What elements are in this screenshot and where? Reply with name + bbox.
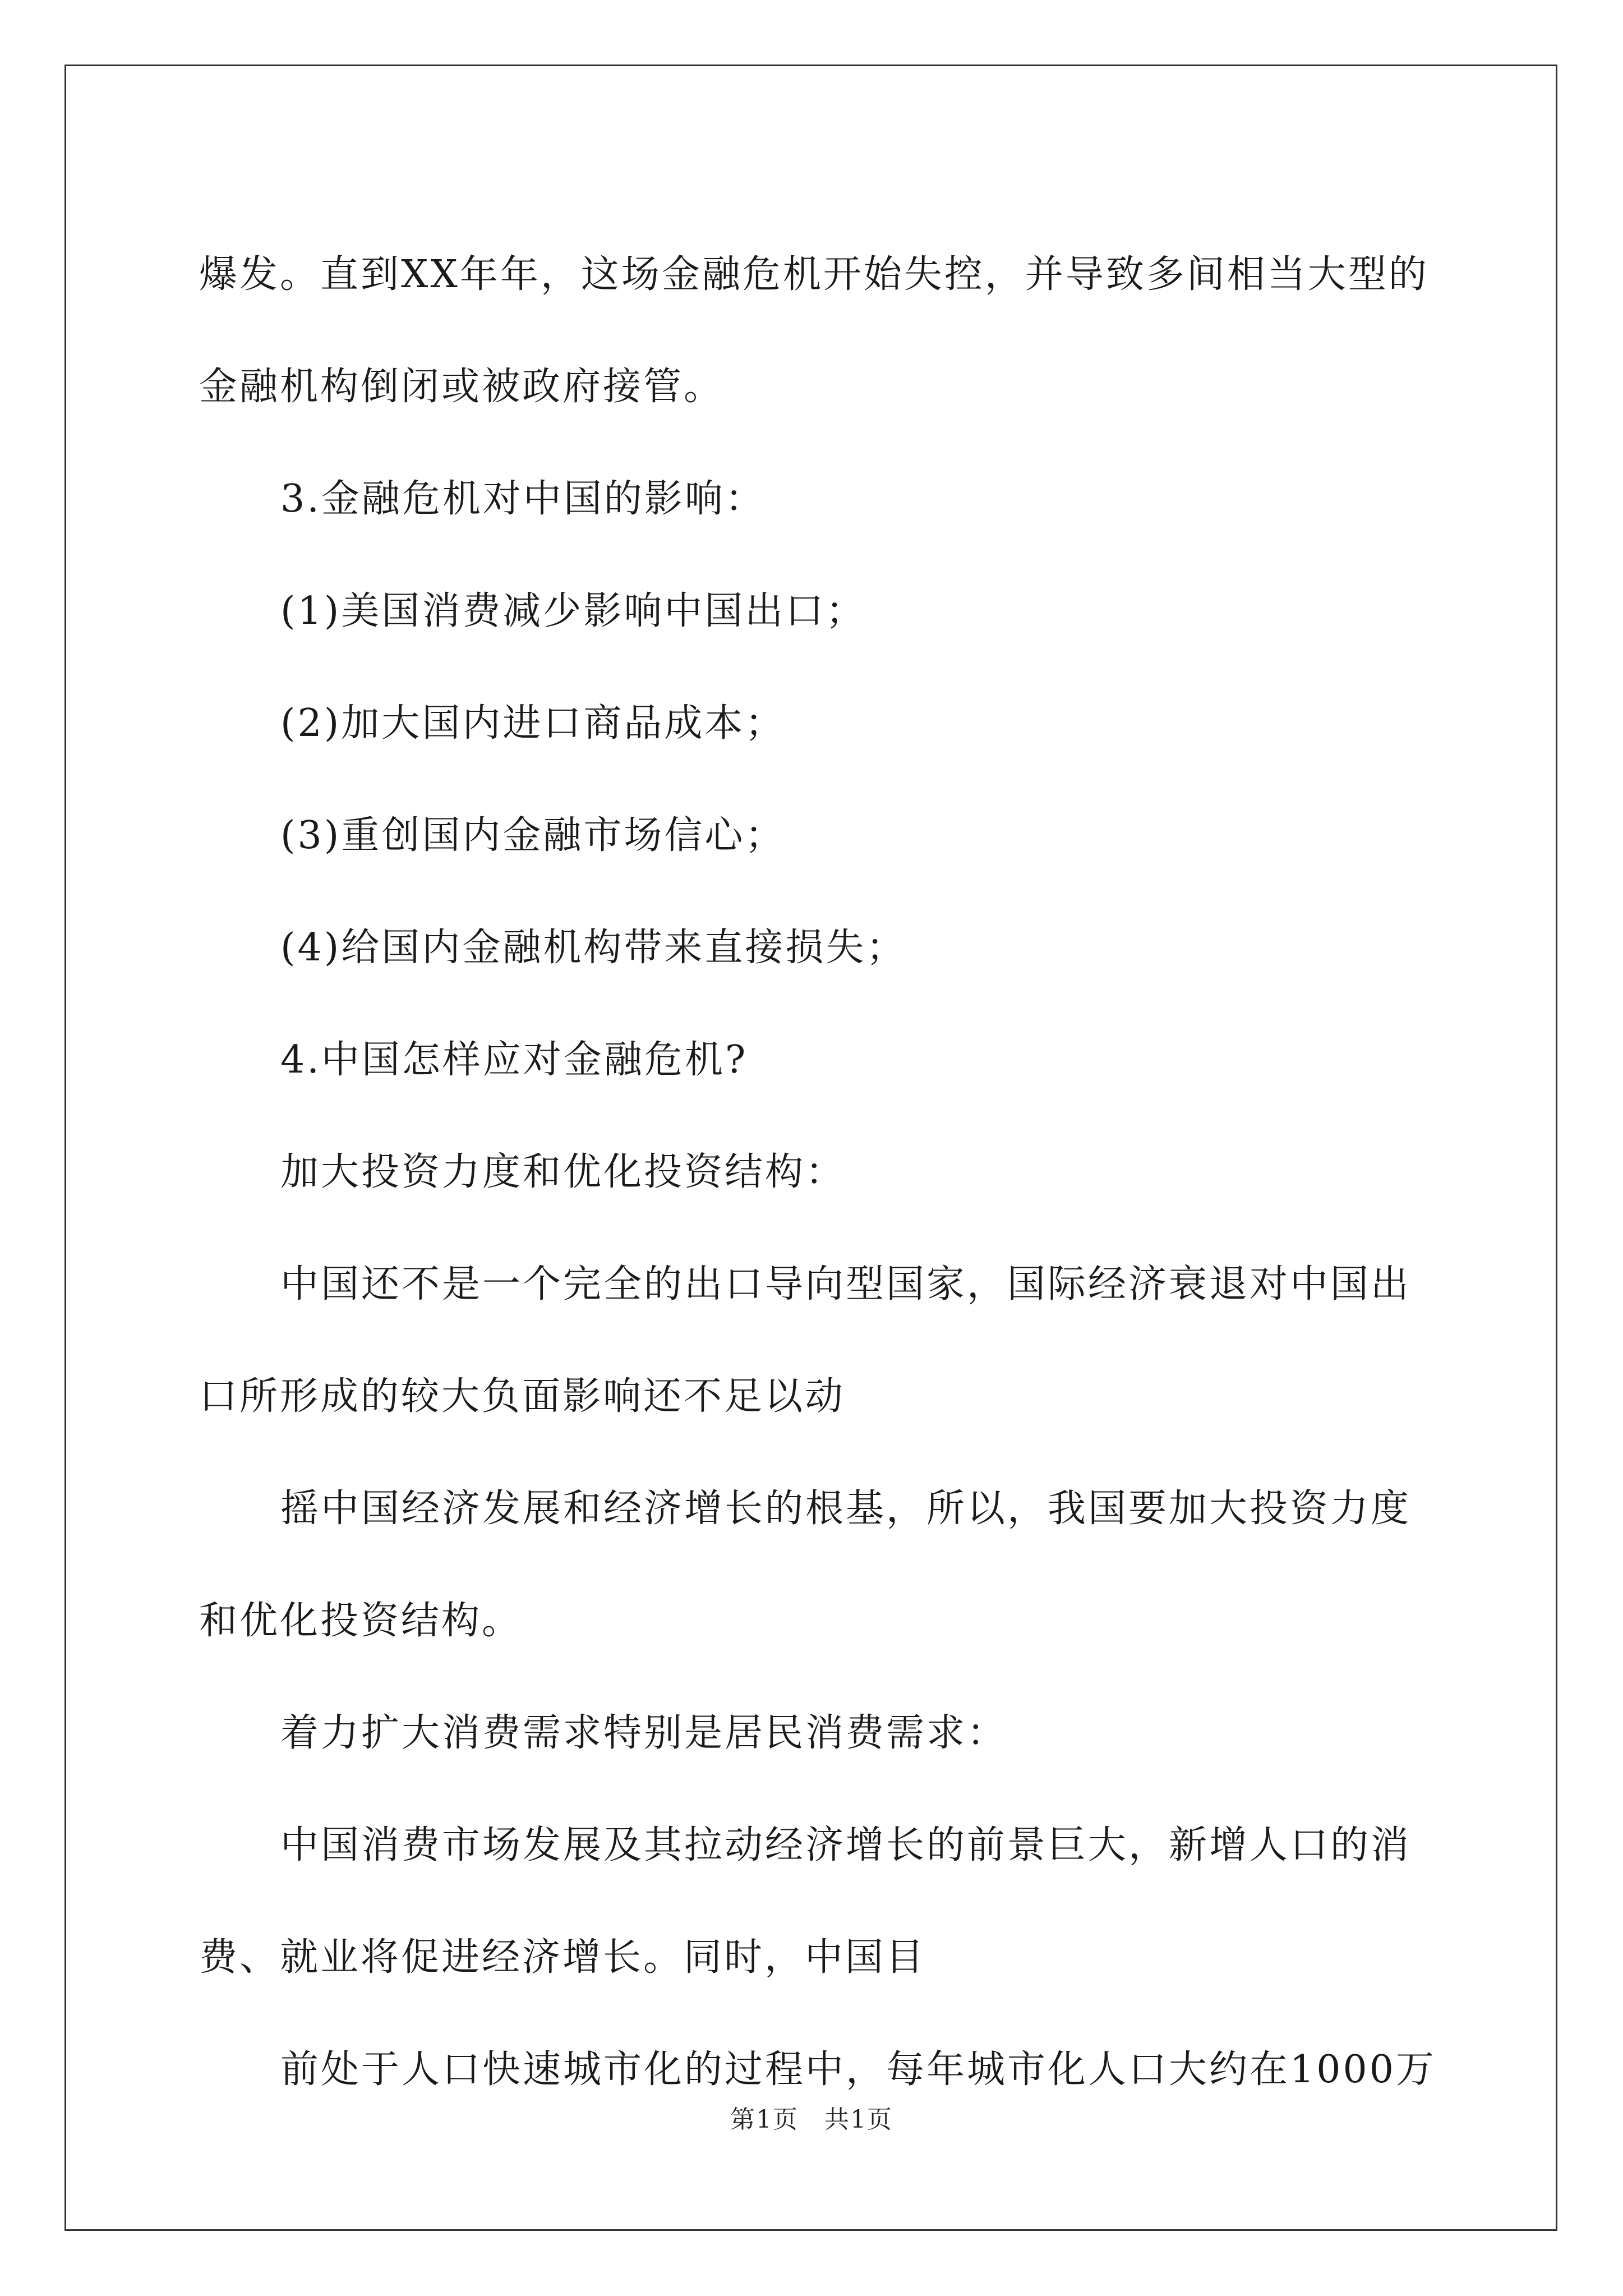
- text-line: 口所形成的较大负面影响还不足以动: [199, 1374, 846, 1419]
- text-line: 爆发。直到XX年年，这场金融危机开始失控，并导致多间相当大型的: [199, 252, 1429, 297]
- list-item: (2)加大国内进口商品成本；: [280, 701, 786, 746]
- text-line: 摇中国经济发展和经济增长的根基，所以，我国要加大投资力度: [280, 1487, 1412, 1531]
- text-line: 中国还不是一个完全的出口导向型国家，国际经济衰退对中国出: [280, 1262, 1412, 1306]
- text-line: 金融机构倒闭或被政府接管。: [199, 365, 725, 409]
- document-body: [199, 219, 1437, 2126]
- text-line: 和优化投资结构。: [199, 1599, 523, 1643]
- subheading: 着力扩大消费需求特别是居民消费需求：: [280, 1711, 1008, 1755]
- subheading: 加大投资力度和优化投资结构：: [280, 1150, 846, 1194]
- section-heading: 3.金融危机对中国的影响：: [280, 477, 766, 521]
- text-line: 中国消费市场发展及其拉动经济增长的前景巨大，新增人口的消: [280, 1823, 1412, 1867]
- section-heading: 4.中国怎样应对金融危机?: [280, 1038, 748, 1082]
- text-line: 费、就业将促进经济增长。同时，中国目: [199, 1935, 926, 1980]
- list-item: (1)美国消费减少影响中国出口；: [280, 589, 866, 633]
- list-item: (3)重创国内金融市场信心；: [280, 813, 786, 858]
- list-item: (4)给国内金融机构带来直接损失；: [280, 926, 907, 970]
- text-line: 前处于人口快速城市化的过程中，每年城市化人口大约在1000万: [280, 2047, 1437, 2092]
- page-number-footer: 第1页 共1页: [730, 2105, 893, 2134]
